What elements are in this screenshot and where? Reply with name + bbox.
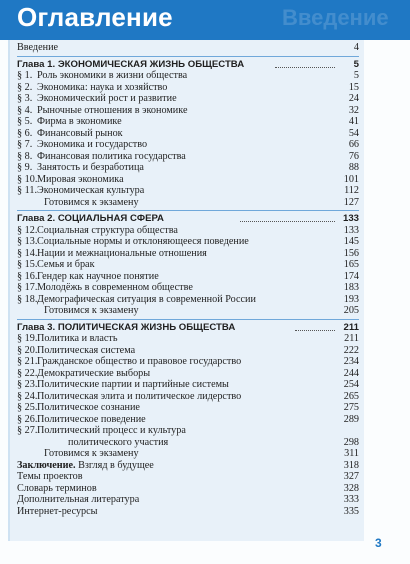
toc-entry[interactable]	[17, 93, 359, 105]
toc-entry-further-reading[interactable]	[17, 494, 359, 506]
toc-entry-glossary[interactable]	[17, 483, 359, 495]
section-page: 244	[343, 367, 359, 379]
section-page: 222	[343, 344, 359, 356]
toc-entry[interactable]	[17, 162, 359, 174]
chapter-title: Глава 2. СОЦИАЛЬНАЯ СФЕРА	[17, 213, 164, 224]
section-page: 289	[343, 413, 359, 425]
toc-entry-projects[interactable]	[17, 471, 359, 483]
toc-entry[interactable]	[17, 294, 359, 306]
extra-label: Словарь терминов	[17, 482, 97, 494]
section-page: 133	[343, 224, 359, 236]
section-title-continued: политического участия	[68, 436, 169, 448]
section-page: 183	[343, 282, 359, 293]
section-title: Демографическая ситуация в современной России	[37, 293, 256, 305]
section-page: 193	[343, 293, 359, 305]
section-page: 66	[348, 139, 359, 150]
section-page: 174	[343, 270, 359, 282]
section-page: 41	[348, 116, 359, 127]
dot-leader	[240, 221, 335, 222]
toc-entry-conclusion[interactable]	[17, 460, 359, 472]
section-number: § 17.	[17, 282, 38, 293]
section-page: 24	[348, 93, 359, 104]
chapter-page: 5	[353, 58, 359, 70]
chapter-title: Глава 1. ЭКОНОМИЧЕСКАЯ ЖИЗНЬ ОБЩЕСТВА	[17, 58, 245, 70]
section-title: Рыночные отношения в экономике	[37, 104, 188, 116]
section-number: § 26.	[17, 413, 38, 425]
toc-entry[interactable]	[17, 174, 359, 186]
toc-entry-internet-resources[interactable]	[17, 506, 359, 518]
toc-entry[interactable]	[17, 248, 359, 260]
toc-entry[interactable]	[17, 356, 359, 368]
section-number: § 11.	[17, 185, 37, 196]
exam-prep-page: 127	[343, 196, 359, 208]
extra-label: Интернет-ресурсы	[17, 505, 98, 517]
extra-page: 327	[343, 471, 359, 482]
toc-entry[interactable]	[17, 271, 359, 283]
section-number: § 16.	[17, 270, 38, 282]
section-page: 234	[343, 356, 359, 367]
chapter-page: 211	[343, 321, 359, 333]
page-number: 3	[375, 536, 382, 550]
conclusion-page: 318	[343, 459, 359, 471]
section-number: § 13.	[17, 236, 38, 247]
toc-entry[interactable]	[17, 414, 359, 426]
section-title: Политическая элита и политическое лидерство	[37, 390, 242, 402]
section-number: § 12.	[17, 224, 38, 236]
chapter-page: 133	[342, 213, 359, 224]
section-title: Политический процесс и культура	[37, 425, 186, 436]
section-title: Политическая система	[37, 344, 136, 356]
section-title: Демократические выборы	[37, 367, 151, 379]
toc-entry[interactable]	[17, 236, 359, 248]
section-page: 156	[343, 247, 359, 259]
section-title: Политические партии и партийные системы	[37, 379, 229, 390]
section-title: Экономическая культура	[37, 185, 145, 196]
section-page: 265	[343, 390, 359, 402]
section-number: § 27.	[17, 425, 38, 436]
section-page: 15	[348, 81, 359, 93]
section-title: Экономика и государство	[37, 139, 148, 150]
section-page: 298	[343, 436, 359, 448]
section-title: Социальная структура общества	[37, 224, 178, 236]
toc-entry[interactable]	[17, 425, 359, 437]
section-number: § 15.	[17, 259, 38, 270]
exam-prep-label: Готовимся к экзамену	[44, 448, 139, 459]
section-title: Экономика: наука и хозяйство	[37, 81, 168, 93]
divider	[17, 56, 359, 57]
toc-entry-exam-prep[interactable]	[17, 305, 359, 317]
section-page: 88	[348, 162, 359, 173]
section-page: 211	[344, 333, 359, 344]
section-page: 145	[343, 236, 359, 247]
conclusion-label-bold: Заключение.	[17, 459, 76, 471]
toc-entry-page: 4	[353, 42, 359, 53]
table-of-contents	[17, 42, 359, 517]
section-number: § 5.	[17, 116, 33, 127]
section-number: § 3.	[17, 93, 33, 104]
section-title: Экономический рост и развитие	[37, 93, 177, 104]
section-number: § 18.	[17, 293, 38, 305]
toc-entry[interactable]	[17, 105, 359, 117]
toc-entry[interactable]	[17, 151, 359, 163]
section-page: 254	[343, 379, 359, 390]
exam-prep-label: Готовимся к экзамену	[44, 196, 139, 208]
section-number: § 6.	[17, 127, 33, 139]
dot-leader	[295, 330, 335, 331]
extra-label: Темы проектов	[17, 471, 83, 482]
toc-entry[interactable]	[17, 402, 359, 414]
divider	[17, 210, 359, 211]
section-number: § 2.	[17, 81, 33, 93]
section-number: § 22.	[17, 367, 38, 379]
section-number: § 4.	[17, 104, 33, 116]
toc-entry-exam-prep[interactable]	[17, 448, 359, 460]
toc-entry-continuation[interactable]	[17, 437, 359, 449]
section-number: § 21.	[17, 356, 38, 367]
section-number: § 9.	[17, 162, 33, 173]
section-title: Гендер как научное понятие	[37, 270, 159, 282]
page-title: Оглавление	[17, 2, 173, 32]
toc-entry[interactable]	[17, 391, 359, 403]
section-number: § 24.	[17, 390, 38, 402]
divider	[17, 319, 359, 320]
section-number: § 14.	[17, 247, 38, 259]
toc-entry[interactable]	[17, 345, 359, 357]
chapter-3-heading[interactable]	[17, 322, 359, 334]
conclusion-label: Взгляд в будущее	[78, 459, 154, 471]
toc-entry[interactable]	[17, 128, 359, 140]
section-title: Гражданское общество и правовое государство	[37, 356, 242, 367]
extra-label: Дополнительная литература	[17, 494, 140, 505]
toc-entry[interactable]	[17, 379, 359, 391]
section-number: § 20.	[17, 344, 38, 356]
toc-entry[interactable]	[17, 116, 359, 128]
toc-entry-exam-prep[interactable]	[17, 197, 359, 209]
section-title: Роль экономики в жизни общества	[37, 70, 188, 81]
toc-entry-introduction[interactable]	[17, 42, 359, 54]
chapter-1-heading[interactable]	[17, 59, 359, 71]
section-number: § 1.	[17, 70, 33, 81]
section-title: Занятость и безработица	[37, 162, 144, 173]
extra-page: 335	[343, 505, 359, 517]
section-title: Финансовая политика государства	[37, 150, 186, 162]
toc-entry[interactable]	[17, 185, 359, 197]
chapter-2-heading[interactable]	[17, 213, 359, 225]
section-number: § 8.	[17, 150, 33, 162]
toc-entry[interactable]	[17, 368, 359, 380]
section-page: 112	[344, 185, 359, 196]
section-number: § 19.	[17, 333, 38, 344]
section-title: Молодёжь в современном обществе	[37, 282, 193, 293]
section-number: § 10.	[17, 173, 38, 185]
exam-prep-page: 205	[343, 305, 359, 316]
section-title: Политика и власть	[37, 333, 118, 344]
toc-entry[interactable]	[17, 70, 359, 82]
section-page: 165	[343, 259, 359, 270]
section-title: Финансовый рынок	[37, 127, 123, 139]
section-page: 275	[343, 402, 359, 413]
toc-entry[interactable]	[17, 333, 359, 345]
header-band	[0, 0, 410, 40]
section-number: § 7.	[17, 139, 33, 150]
section-page: 54	[348, 127, 359, 139]
extra-page: 333	[343, 494, 359, 505]
toc-entry[interactable]	[17, 225, 359, 237]
toc-entry[interactable]	[17, 139, 359, 151]
section-page: 32	[348, 104, 359, 116]
section-title: Фирма в экономике	[37, 116, 122, 127]
exam-prep-page: 311	[344, 448, 359, 459]
section-title: Мировая экономика	[37, 173, 124, 185]
section-title: Нации и межнациональные отношения	[37, 247, 207, 259]
section-title: Социальные нормы и отклоняющееся поведение	[37, 236, 249, 247]
toc-entry[interactable]	[17, 259, 359, 271]
section-page: 5	[353, 70, 359, 81]
section-number: § 25.	[17, 402, 38, 413]
section-page: 101	[343, 173, 359, 185]
chapter-title: Глава 3. ПОЛИТИЧЕСКАЯ ЖИЗНЬ ОБЩЕСТВА	[17, 321, 236, 333]
section-number: § 23.	[17, 379, 38, 390]
extra-page: 328	[343, 482, 359, 494]
ghost-title: Введение	[282, 5, 389, 30]
dot-leader	[275, 67, 335, 68]
section-page: 76	[348, 150, 359, 162]
section-title: Политическое поведение	[37, 413, 146, 425]
section-title: Политическое сознание	[37, 402, 140, 413]
toc-entry[interactable]	[17, 282, 359, 294]
toc-entry-label: Введение	[17, 42, 59, 53]
section-title: Семья и брак	[37, 259, 95, 270]
toc-entry[interactable]	[17, 82, 359, 94]
exam-prep-label: Готовимся к экзамену	[44, 305, 139, 316]
